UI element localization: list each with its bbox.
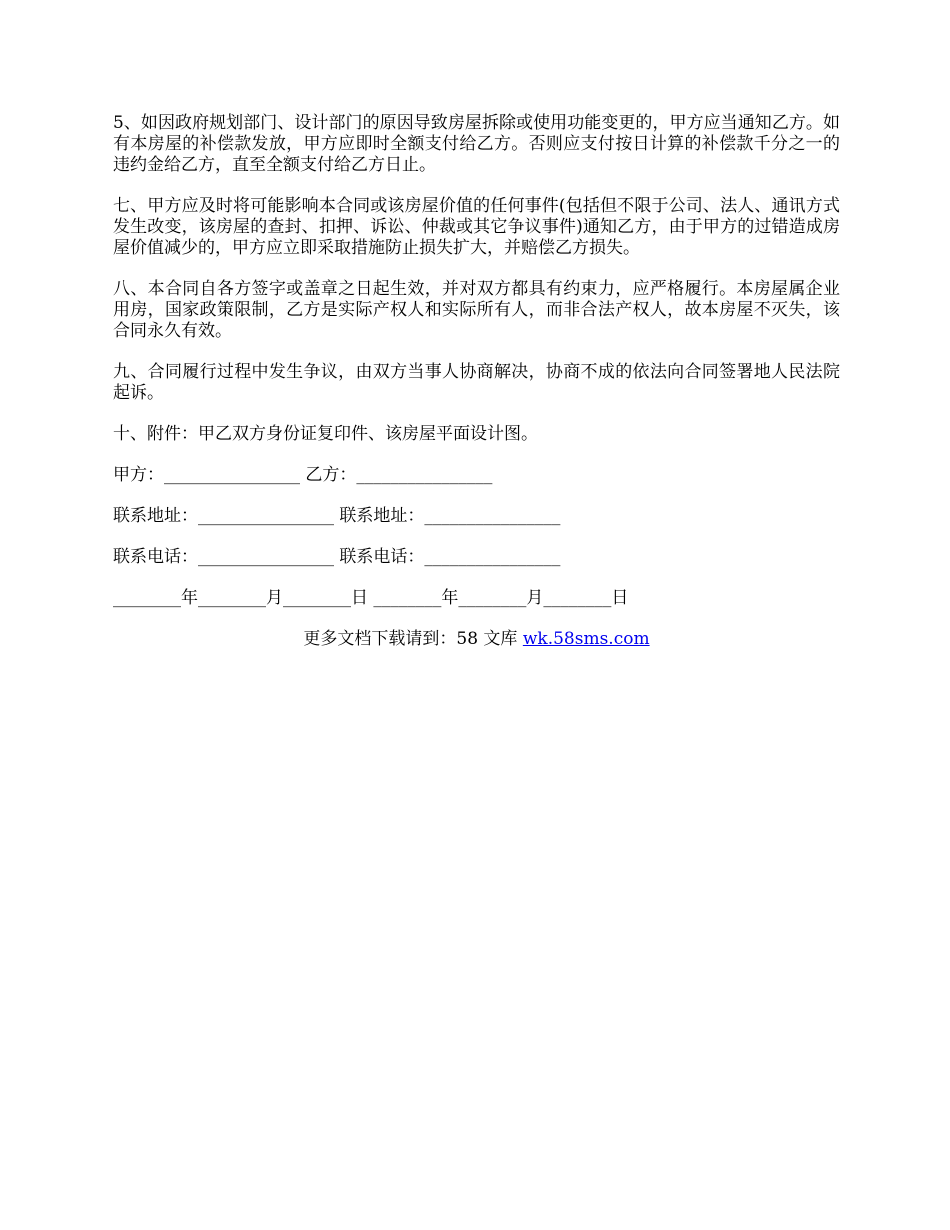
download-footer bbox=[113, 629, 840, 650]
footer-link[interactable]: wk.58sms.com bbox=[522, 629, 650, 649]
address-signature-line: 联系地址：________________ 联系地址：________________ bbox=[113, 506, 561, 526]
clause-7-paragraph: 七、甲方应及时将可能影响本合同或该房屋价值的任何事件(包括但不限于公司、法人、通讯方式发生改变，该房屋的查封、扣押、诉讼、仲裁或其它争议事件)通知乙方，由于甲方的过错造成房屋价值减少的，甲方应立即采取措施防止损失扩大，并赔偿乙方损失。 bbox=[113, 196, 840, 258]
footer-text: 更多文档下载请到：58 文库 bbox=[303, 629, 523, 649]
clause-8-paragraph: 八、本合同自各方签字或盖章之日起生效，并对双方都具有约束力，应严格履行。本房屋属企业用房，国家政策限制，乙方是实际产权人和实际所有人，而非合法产权人，故本房屋不灭失，该合同永久有效。 bbox=[113, 279, 840, 341]
phone-signature-line: 联系电话：________________ 联系电话：________________ bbox=[113, 547, 561, 567]
document-page bbox=[113, 113, 840, 650]
clause-9-paragraph: 九、合同履行过程中发生争议，由双方当事人协商解决，协商不成的依法向合同签署地人民法院起诉。 bbox=[113, 362, 840, 403]
date-signature-line: ________年________月________日 ________年________月________日 bbox=[113, 588, 629, 608]
clause-10-paragraph: 十、附件：甲乙双方身份证复印件、该房屋平面设计图。 bbox=[113, 424, 538, 444]
clause-5-paragraph: 5、如因政府规划部门、设计部门的原因导致房屋拆除或使用功能变更的，甲方应当通知乙方。如有本房屋的补偿款发放，甲方应即时全额支付给乙方。否则应支付按日计算的补偿款千分之一的违约金给乙方，直至全额支付给乙方日止。 bbox=[113, 113, 840, 175]
party-signature-line: 甲方：________________ 乙方：________________ bbox=[113, 465, 493, 485]
